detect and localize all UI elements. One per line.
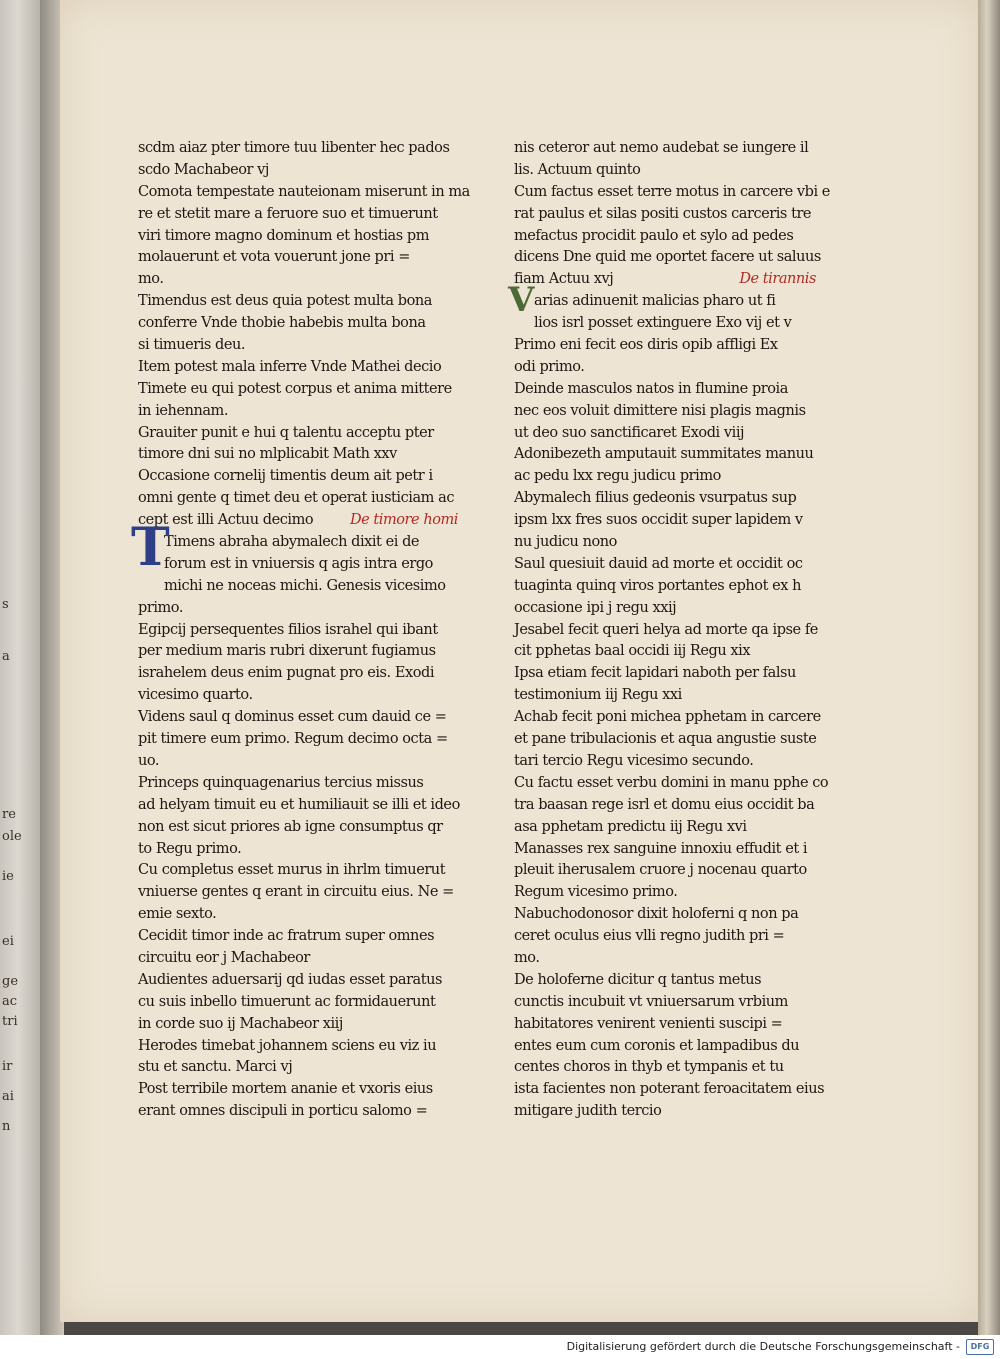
text-line: ceret oculus eius vlli regno judith pri = xyxy=(514,928,785,945)
text-line: nis ceteror aut nemo audebat se iungere il xyxy=(514,140,809,156)
text-line: timore dni sui no mlplicabit Math xxv xyxy=(138,446,397,463)
text-line: Cecidit timor inde ac fratrum super omnes xyxy=(138,928,435,945)
text-line: fiam Actuu xvj xyxy=(514,271,614,288)
page-stack-edge xyxy=(978,0,1000,1335)
text-line: tari tercio Regu vicesimo secundo. xyxy=(514,752,754,769)
text-line: Item potest mala inferre Vnde Mathei decio xyxy=(138,358,442,375)
text-line: nu judicu nono xyxy=(514,534,617,551)
text-line: entes eum cum coronis et lampadibus du xyxy=(514,1037,800,1054)
text-line: mitigare judith tercio xyxy=(514,1103,662,1120)
text-line: si timueris deu. xyxy=(138,337,246,354)
facing-page-fragment: a xyxy=(2,649,10,664)
text-line: Post terribile mortem ananie et vxoris eius xyxy=(138,1081,433,1098)
text-line: Occasione cornelij timentis deum ait petr i xyxy=(138,468,433,485)
facing-page-fragment: s xyxy=(2,597,9,612)
text-line: odi primo. xyxy=(514,358,585,375)
facing-page-fragment: ole xyxy=(2,829,22,844)
text-line: viri timore magno dominum et hostias pm xyxy=(138,227,430,244)
text-line: cu suis inbello timuerunt ac formidauerunt xyxy=(138,993,436,1010)
text-line: scdm aiaz pter timore tuu libenter hec pados xyxy=(138,140,450,156)
facing-page-fragment: ac xyxy=(2,994,18,1009)
text-line: lios isrl posset extinguere Exo vij et v xyxy=(534,315,792,332)
text-line: scdo Machabeor vj xyxy=(138,161,269,178)
text-line: asa pphetam predictu iij Regu xvi xyxy=(514,818,747,835)
dfg-logo: DFG xyxy=(966,1339,994,1355)
text-line: et pane tribulacionis et aqua angustie suste xyxy=(514,731,817,748)
left-text-column xyxy=(138,138,470,1123)
text-line: molauerunt et vota vouerunt jone pri = xyxy=(138,249,410,266)
text-line: rat paulus et silas positi custos carceris tre xyxy=(514,205,812,222)
text-line: vicesimo quarto. xyxy=(138,687,253,704)
text-line: Regum vicesimo primo. xyxy=(514,884,678,901)
text-line: emie sexto. xyxy=(138,906,217,923)
text-line: michi ne noceas michi. Genesis vicesimo xyxy=(164,577,446,594)
text-line: cit pphetas baal occidi iij Regu xix xyxy=(514,643,751,660)
text-line: circuitu eor j Machabeor xyxy=(138,949,310,966)
text-line: Cu completus esset murus in ihrlm timuerut xyxy=(138,862,446,879)
text-line: Cu factu esset verbu domini in manu pphe co xyxy=(514,774,829,791)
text-line: Timete eu qui potest corpus et anima mittere xyxy=(138,380,452,397)
funding-note: Digitalisierung gefördert durch die Deutsche Forschungsgemeinschaft - xyxy=(566,1340,960,1353)
text-line: tuaginta quinq viros portantes ephot ex h xyxy=(514,577,802,594)
text-line: nec eos voluit dimittere nisi plagis magnis xyxy=(514,402,806,419)
facing-page-fragment: ai xyxy=(2,1089,14,1104)
text-line: mo. xyxy=(514,949,540,966)
text-line: Ipsa etiam fecit lapidari naboth per falsu xyxy=(514,665,796,682)
text-line: arias adinuenit malicias pharo ut fi xyxy=(534,293,776,310)
facing-page-fragment: ei xyxy=(2,934,14,949)
facing-page-fragment: ge xyxy=(2,974,19,989)
text-line: Videns saul q dominus esset cum dauid ce = xyxy=(138,709,447,726)
text-line: occasione ipi j regu xxij xyxy=(514,599,677,616)
text-line: testimonium iij Regu xxi xyxy=(514,687,682,704)
facing-page-fragment: ie xyxy=(2,869,14,884)
text-line: in corde suo ij Machabeor xiij xyxy=(138,1015,343,1032)
text-line: re et stetit mare a feruore suo et timuerunt xyxy=(138,205,438,222)
text-line: centes choros in thyb et tympanis et tu xyxy=(514,1059,784,1076)
text-line: Audientes aduersarij qd iudas esset paratus xyxy=(138,971,443,988)
text-line: Achab fecit poni michea pphetam in carcere xyxy=(514,709,821,726)
text-line: De holoferne dicitur q tantus metus xyxy=(514,971,762,988)
text-line: Egipcij persequentes filios israhel qui ibant xyxy=(138,621,438,638)
text-line: ista facientes non poterant feroacitatem eius xyxy=(514,1081,825,1098)
text-line: omni gente q timet deu et operat iusticiam ac xyxy=(138,490,454,507)
text-line: ipsm lxx fres suos occidit super lapidem v xyxy=(514,512,803,529)
text-line: non est sicut priores ab igne consumptus qr xyxy=(138,818,443,835)
text-line: Primo eni fecit eos diris opib affligi Ex xyxy=(514,337,778,354)
text-line: ut deo suo sanctificaret Exodi viij xyxy=(514,424,745,441)
text-line: Herodes timebat johannem sciens eu viz iu xyxy=(138,1037,437,1054)
text-line: Adonibezeth amputauit summitates manuu xyxy=(514,446,814,463)
facing-page-edge xyxy=(0,0,40,1335)
text-line: Jesabel fecit queri helya ad morte qa ipse fe xyxy=(514,621,818,638)
facing-page-fragment: n xyxy=(2,1119,11,1134)
text-line: habitatores venirent venienti suscipi = xyxy=(514,1015,783,1032)
text-line: mo. xyxy=(138,271,164,288)
text-line: to Regu primo. xyxy=(138,840,242,857)
text-line: Saul quesiuit dauid ad morte et occidit oc xyxy=(514,555,803,572)
text-line: Grauiter punit e hui q talentu acceptu pter xyxy=(138,424,434,441)
text-line: dicens Dne quid me oportet facere ut saluus xyxy=(514,249,821,266)
text-line: mefactus procidit paulo et sylo ad pedes xyxy=(514,227,794,244)
text-line: in iehennam. xyxy=(138,402,229,419)
text-line: pleuit iherusalem cruore j nocenau quarto xyxy=(514,862,807,879)
decorated-initial-t: T xyxy=(131,517,170,578)
text-line: forum est in vniuersis q agis intra ergo xyxy=(164,555,433,572)
text-line: per medium maris rubri dixerunt fugiamus xyxy=(138,643,436,660)
text-line: Princeps quinquagenarius tercius missus xyxy=(138,774,424,791)
text-line: tra baasan rege isrl et domu eius occidit ba xyxy=(514,796,815,813)
text-line: Deinde masculos natos in flumine proia xyxy=(514,380,788,397)
text-line: Comota tempestate nauteionam miserunt in ma xyxy=(138,183,470,200)
text-line: Manasses rex sanguine innoxiu effudit et i xyxy=(514,840,808,857)
text-line: vniuerse gentes q erant in circuitu eius. Ne = xyxy=(138,884,454,901)
text-line: Abymalech filius gedeonis vsurpatus sup xyxy=(514,490,797,507)
text-line: stu et sanctu. Marci vj xyxy=(138,1059,293,1076)
footer-bar xyxy=(0,1335,1000,1359)
text-line: uo. xyxy=(138,752,160,769)
rubric-heading: De timore homi xyxy=(349,512,458,529)
text-line: Timendus est deus quia potest multa bona xyxy=(138,293,432,310)
text-line: cunctis incubuit vt vniuersarum vrbium xyxy=(514,993,788,1010)
rubric-heading: De tirannis xyxy=(739,271,816,288)
facing-page-fragment: re xyxy=(2,807,16,822)
text-line: lis. Actuum quinto xyxy=(514,161,641,178)
text-line: conferre Vnde thobie habebis multa bona xyxy=(138,315,426,332)
text-line: ac pedu lxx regu judicu primo xyxy=(514,468,721,485)
text-line: israhelem deus enim pugnat pro eis. Exodi xyxy=(138,665,435,682)
right-text-column xyxy=(514,138,830,1123)
text-line: Timens abraha abymalech dixit ei de xyxy=(164,534,420,551)
facing-page-fragment: tri xyxy=(2,1014,18,1029)
text-line: cept est illi Actuu decimo xyxy=(138,512,314,529)
text-line: pit timere eum primo. Regum decimo octa = xyxy=(138,731,448,748)
text-line: Nabuchodonosor dixit holoferni q non pa xyxy=(514,906,799,923)
decorated-initial-v: V xyxy=(508,280,535,320)
facing-page-fragment: ir xyxy=(2,1059,13,1074)
text-line: ad helyam timuit eu et humiliauit se illi et ideo xyxy=(138,796,460,813)
text-line: primo. xyxy=(138,599,183,616)
text-line: Cum factus esset terre motus in carcere vbi e xyxy=(514,183,830,200)
text-line: erant omnes discipuli in porticu salomo = xyxy=(138,1103,428,1120)
